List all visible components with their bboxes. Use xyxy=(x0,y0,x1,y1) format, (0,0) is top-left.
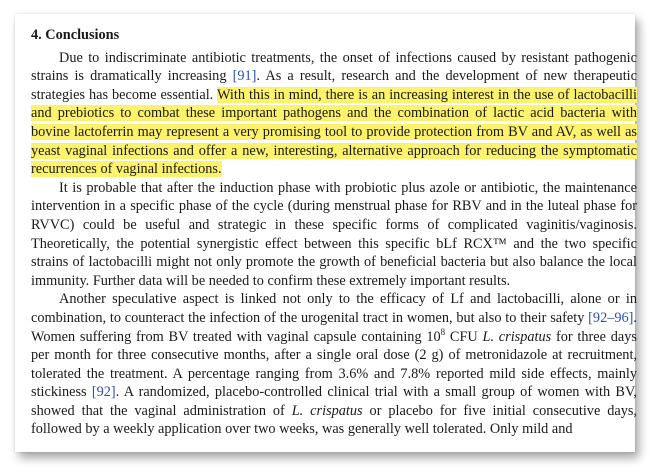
p3-text-a: Another speculative aspect is linked not only to the efficacy of Lf and lactobacilli, alone or in combination, to counteract the infection of the urogenital tract in women, but also to their safety xyxy=(31,291,637,326)
species-name: L. crispatus xyxy=(291,402,363,419)
citation-link[interactable]: [91] xyxy=(232,68,257,85)
section-heading: 4. Conclusions xyxy=(31,27,120,43)
citation-link[interactable]: [92] xyxy=(91,384,116,401)
p3-text-c: CFU xyxy=(445,328,483,345)
highlighted-text: With this in mind, there is an increasing interest in the use of lactobacilli and prebiotics to combat these important pathogens and the combination of lactic acid bacteria with bovine lactoferrin may represent a very promising tool to provide protection from BV and AV, as well as yeast vaginal infections and offer a new, interesting, alternative approach for reducing the symptomatic recurrences of vaginal infections. xyxy=(31,86,637,178)
document-page xyxy=(15,14,638,452)
p3-text-b: . Women suffering from BV treated with vaginal capsule containing 10 xyxy=(31,309,637,345)
document-content xyxy=(31,26,637,439)
paragraph-3 xyxy=(31,290,637,439)
citation-link[interactable]: [92–96] xyxy=(588,309,634,326)
p1-text-a: Due to indiscriminate antibiotic treatments, the onset of infections caused by resistant pathogenic strains is dramatically increasing xyxy=(31,49,637,85)
paragraph-1 xyxy=(31,49,637,179)
species-name: L. crispatus xyxy=(482,328,552,345)
paragraph-2: It is probable that after the induction phase with probiotic plus azole or antibiotic, the maintenance intervention in a specific phase of the cycle (during menstrual phase for RBV and in the luteal phase for RVVC) could be useful and strategic in these specific forms of complicated vaginitis/vaginosis. Theoretically, the potential synergistic effect between this specific bLf RCX™ and the two specific strains of lactobacilli might not only promote the growth of beneficial bacteria but also balance the local immunity. Further data will be needed to confirm these extremely important results. xyxy=(31,179,637,289)
p1-text-b: . As a result, research and the development of new therapeutic strategies has become essential. xyxy=(31,68,637,103)
p3-text-e: . A randomized, placebo-controlled clinical trial with a small group of women with BV, showed that the vaginal administration of xyxy=(31,384,638,419)
superscript-exponent: 8 xyxy=(440,326,446,337)
p3-text-f: or placebo for five initial consecutive days, followed by a weekly application over two weeks, was generally well tolerated. Only mild and xyxy=(31,402,637,438)
p3-text-d: for three days per month for three consecutive months, after a single oral dose (2 g) of metronidazole at recruitment, tolerated the treatment. A percentage ranging from 3.6% and 7.8% reported mild side effects, mainly stickiness xyxy=(31,328,637,401)
